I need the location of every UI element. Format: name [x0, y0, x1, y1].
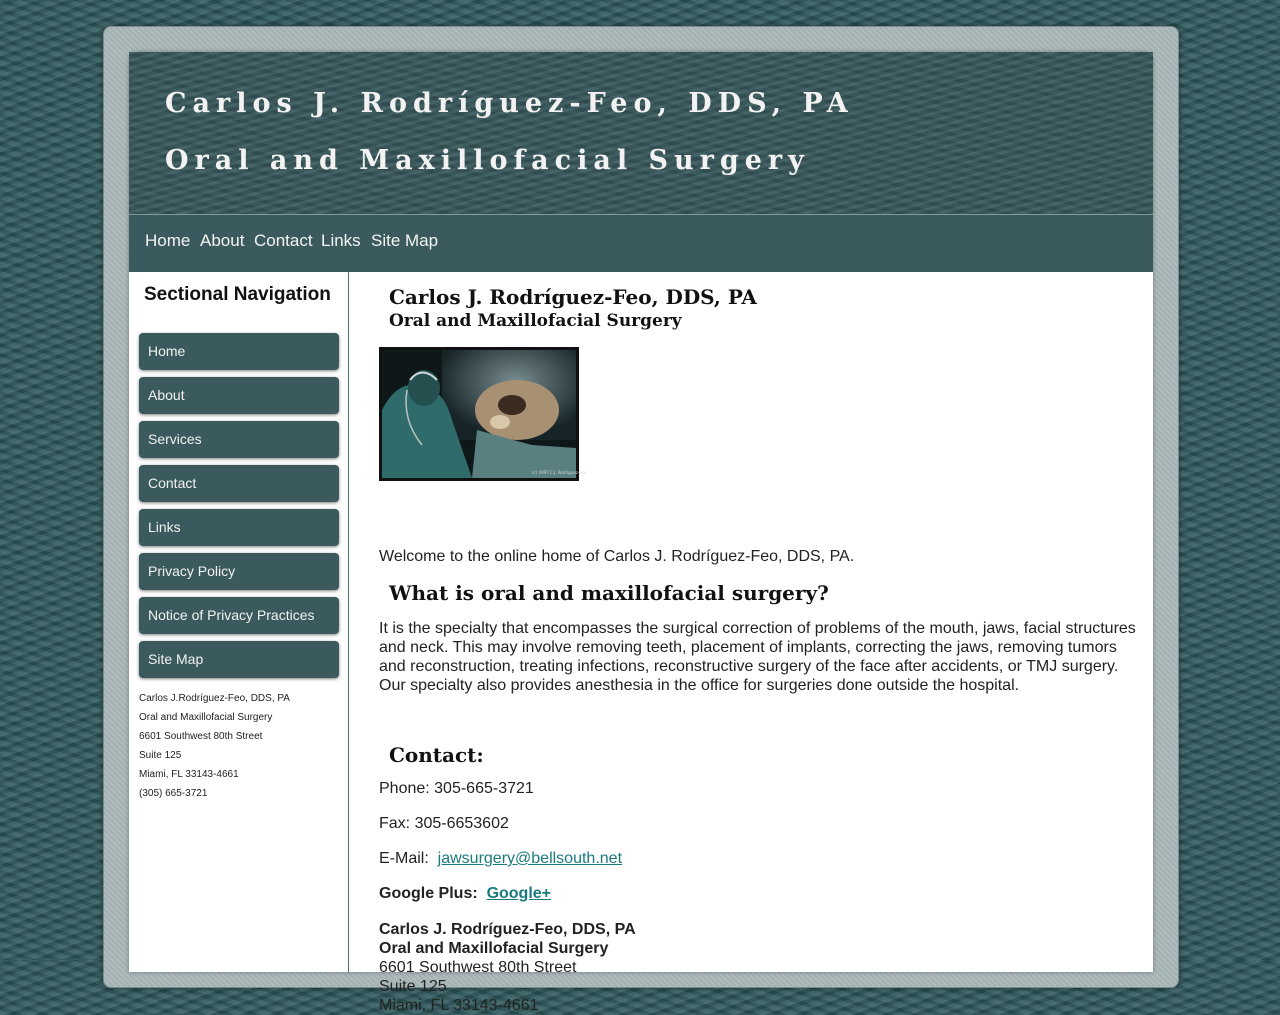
main-content	[349, 272, 1153, 1014]
sidebar-item-contact[interactable]: Contact	[139, 465, 339, 502]
topnav-sitemap-link[interactable]: Site Map	[371, 231, 439, 250]
page-frame	[103, 26, 1179, 1014]
sidebar-address-practice: Oral and Maxillofacial Surgery	[139, 712, 273, 723]
page-title: Carlos J. Rodríguez-Feo, DDS, PA	[389, 285, 757, 309]
email-label: E-Mail:	[379, 850, 429, 867]
page-container	[129, 52, 1153, 1014]
welcome-text: Welcome to the online home of Carlos J. Rodríguez-Feo, DDS, PA.	[379, 548, 855, 565]
sidebar-item-site-map[interactable]: Site Map	[139, 641, 339, 678]
photo-caption: (c) 1997 C.J. Rodriguez-Feo	[532, 470, 587, 475]
contact-heading: Contact:	[389, 743, 484, 767]
page-subtitle: Oral and Maxillofacial Surgery	[389, 311, 682, 331]
contact-fax: Fax: 305-6653602	[379, 815, 509, 832]
surgery-photo-image	[382, 350, 587, 478]
what-text: It is the specialty that encompasses the surgical correction of problems of the mouth, jaws, facial structures and neck. This may involve removing teeth, placement of implants, correcting the jaws, removing tumors and reconstruction, treating infections, reconstructive surgery of the face after accidents, or TMJ surgery. Our specialty also provides anesthesia in the office for surgeries done outside the hospital.	[379, 620, 1136, 694]
address-city: Miami, FL 33143-4661	[379, 997, 539, 1014]
topnav-links-link[interactable]: Links	[321, 231, 361, 250]
sidebar-address-phone: (305) 665-3721	[139, 788, 208, 799]
contact-gplus-row	[379, 885, 551, 903]
address-name: Carlos J. Rodríguez-Feo, DDS, PA	[379, 921, 636, 938]
site-header	[129, 52, 1153, 215]
what-heading: What is oral and maxillofacial surgery?	[389, 581, 829, 605]
sidebar-item-links[interactable]: Links	[139, 509, 339, 546]
sidebar-item-privacy-policy[interactable]: Privacy Policy	[139, 553, 339, 590]
sidebar	[129, 272, 349, 972]
contact-email-row	[379, 850, 622, 868]
address-practice: Oral and Maxillofacial Surgery	[379, 940, 609, 957]
sidebar-address-suite: Suite 125	[139, 750, 182, 761]
sidebar-item-about[interactable]: About	[139, 377, 339, 414]
surgery-photo	[379, 347, 587, 481]
address-street: 6601 Southwest 80th Street	[379, 959, 577, 976]
sidebar-item-home[interactable]: Home	[139, 333, 339, 370]
sidebar-address-city: Miami, FL 33143-4661	[139, 769, 239, 780]
gplus-label: Google Plus:	[379, 885, 478, 902]
sidebar-heading: Sectional Navigation	[144, 284, 331, 305]
email-link[interactable]: jawsurgery@bellsouth.net	[437, 850, 623, 867]
sidebar-address-name: Carlos J.Rodríguez-Feo, DDS, PA	[139, 693, 290, 704]
site-subtitle: Oral and Maxillofacial Surgery	[165, 145, 810, 176]
site-title: Carlos J. Rodríguez-Feo, DDS, PA	[165, 88, 854, 119]
topnav-about-link[interactable]: About	[200, 231, 245, 250]
topnav-home-link[interactable]: Home	[145, 231, 191, 250]
sidebar-item-notice-of-privacy-practices[interactable]: Notice of Privacy Practices	[139, 597, 339, 634]
contact-address-block	[379, 920, 636, 1015]
gplus-link[interactable]: Google+	[486, 885, 552, 902]
topnav-contact-link[interactable]: Contact	[254, 231, 313, 250]
sidebar-item-services[interactable]: Services	[139, 421, 339, 458]
top-navigation	[129, 215, 1153, 272]
contact-phone: Phone: 305-665-3721	[379, 780, 534, 797]
address-suite: Suite 125	[379, 978, 447, 995]
sidebar-address-street: 6601 Southwest 80th Street	[139, 731, 263, 742]
